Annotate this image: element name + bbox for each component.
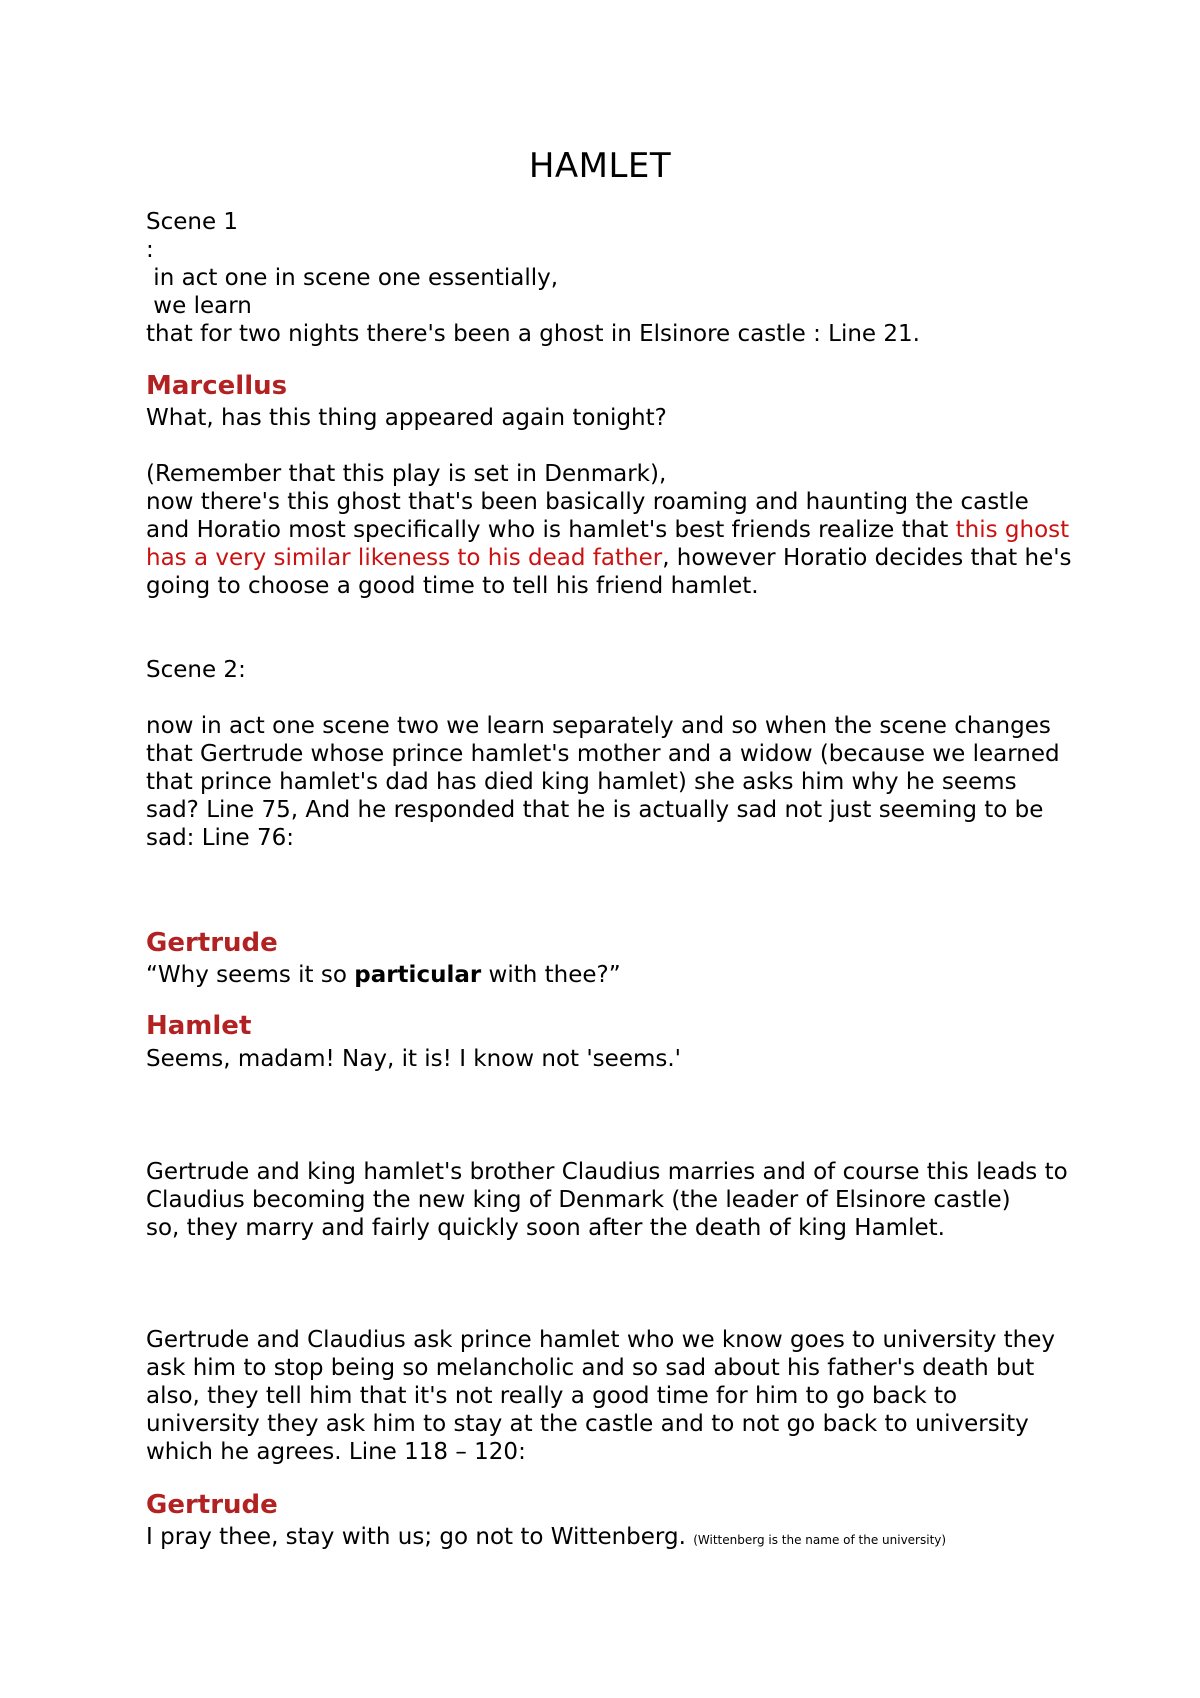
quote-text: “Why seems it so (146, 962, 355, 988)
marcellus-quote: What, has this thing appeared again tonight? (146, 405, 667, 431)
marriage-text: Gertrude and king hamlet's brother Claudius marries and of course this leads to Claudius becoming the new king of Denmark (the leader of Elsinore castle) (146, 1159, 1068, 1213)
scene2-paragraph: now in act one scene two we learn separately and so when the scene changes that Gertrude whose prince hamlet's mother and a widow (because we learned that prince hamlet's dad has died king hamlet) she asks him why he seems sad? Line 75, And he responded that he is actually sad not just seeming to be sad: Line 76: (146, 713, 1060, 851)
commentary-text: and Horatio most specifically who is hamlet's best friends realize that (146, 517, 956, 543)
commentary-line: (Remember that this play is set in Denmark), (146, 461, 667, 487)
scene1-heading: Scene 1 (146, 209, 239, 235)
gertrude-quote-2 (146, 1523, 1076, 1554)
university-paragraph (146, 1326, 1076, 1466)
university-note: (Wittenberg is the name of the university) (693, 1533, 947, 1547)
quote-bold-word: particular (354, 962, 482, 988)
scene1-commentary (146, 460, 1076, 600)
scene2-heading-block (146, 656, 1076, 684)
speaker-hamlet: Hamlet (146, 1011, 252, 1041)
marriage-text: so, they marry and fairly quickly soon after the death of king Hamlet. (146, 1215, 945, 1241)
commentary-paragraph (146, 516, 1076, 600)
gertrude-quote-block (146, 961, 1076, 989)
speaker-gertrude-2: Gertrude (146, 1490, 278, 1520)
university-text: Gertrude and Claudius ask prince hamlet who we know goes to university they ask him to stop being so melancholic and so sad about his father's death but also, they tell him that it's not really a good time for him to go back to university they ask him to stay at the castle and to not go back to university which he agrees. Line 118 – 120: (146, 1327, 1055, 1465)
speaker-gertrude: Gertrude (146, 928, 278, 958)
scene2-heading: Scene 2: (146, 657, 246, 683)
scene1-line: that for two nights there's been a ghost in Elsinore castle : Line 21. (146, 321, 920, 347)
gertrude-quote-2-block (146, 1523, 1076, 1554)
hamlet-quote: Seems, madam! Nay, it is! I know not 'seems.' (146, 1046, 681, 1072)
marriage-paragraph (146, 1158, 1076, 1242)
speaker-marcellus: Marcellus (146, 371, 288, 401)
gertrude-quote (146, 961, 1076, 989)
scene1-line: in act one in scene one essentially, (146, 265, 559, 291)
commentary-line: now there's this ghost that's been basically roaming and haunting the castle (146, 489, 1029, 515)
scene1-colon: : (146, 237, 154, 263)
highlighted-text: this ghost has a very similar likeness to his dead father (146, 517, 1070, 571)
quote-text: with thee?” (481, 962, 621, 988)
hamlet-quote-block (146, 1045, 1076, 1073)
marcellus-quote-block (146, 404, 1076, 432)
document-title: HAMLET (528, 146, 672, 186)
commentary-text: , however Horatio decides that he's going to choose a good time to tell his friend hamlet. (146, 545, 1072, 599)
scene1-line: we learn (146, 293, 252, 319)
scene1-block (146, 208, 1076, 348)
scene2-paragraph-block (146, 712, 1076, 852)
quote-text: I pray thee, stay with us; go not to Wittenberg. (146, 1524, 694, 1550)
